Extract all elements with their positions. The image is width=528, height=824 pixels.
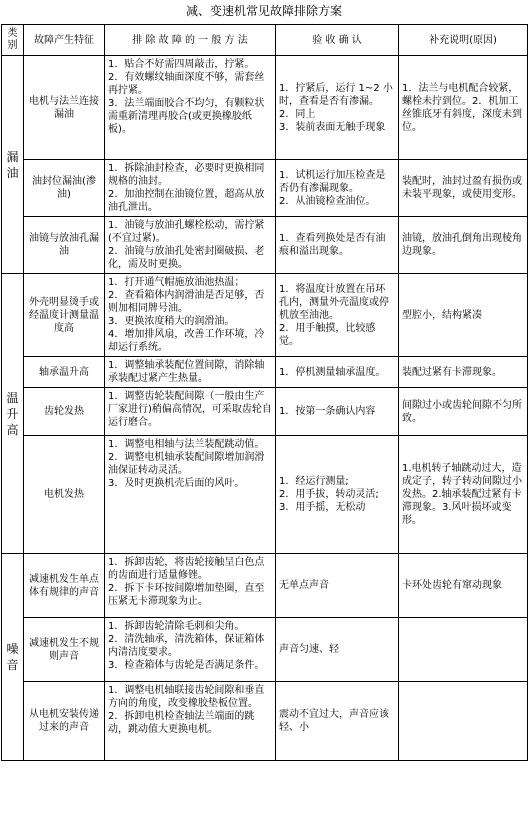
header-method: 排 除 故 障 的 一 般 方 法 [105,25,276,56]
header-feature: 故障产生特征 [24,25,105,56]
header-category: 类别 [2,25,24,56]
method-item: 1．油镜与放油孔螺栓松动，需拧紧(不宜过紧)。 [108,220,265,244]
verify-cell [276,160,399,217]
verify-list [279,708,395,734]
method-item: 1．调整轴承装配位置间隙，消除轴承装配过紧产生热量。 [108,360,265,384]
method-cell [105,217,276,274]
verify-item: 1．试机运行加压检查是否仍有渗漏现象。 [279,169,386,194]
note-cell: 1.电机转子轴跳动过大，造成定子，转子转动间隙过小发热。2.轴承装配过紧有卡滞现象。3.风叶损坏或变形。 [399,436,528,554]
method-list [108,58,272,136]
category-char: 音 [6,658,19,672]
verify-item: 声音匀速、轻 [279,644,339,655]
table-row [2,618,528,682]
table-row [2,436,528,554]
verify-cell [276,618,399,682]
method-item: 2．有效螺纹轴面深度不够，需套丝再拧紧。 [108,72,265,96]
table-row [2,217,528,274]
method-cell [105,682,276,761]
category-char: 温 [6,390,19,405]
method-item: 2．查看箱体内润滑油是否足够，否则加相同牌号油。 [108,290,265,314]
verify-item: 震动不宜过大，声音应该轻、小 [279,709,389,733]
verify-list [279,579,395,592]
verify-item: 2．用手拔，转动灵活; [279,489,379,500]
method-item: 2．加油控制在油镜位置，超高从放油孔泄出。 [108,189,265,213]
method-cell [105,357,276,388]
verify-list [279,283,395,348]
method-cell [105,554,276,618]
verify-list [279,366,395,379]
table-row [2,56,528,160]
note-cell: 油镜，放油孔倒角出现棱角边现象。 [399,217,528,274]
method-item: 2．拆下卡环按间隙增加垫圈，直至压紧无卡滞现象为止。 [108,583,265,607]
verify-item: 无单点声音 [279,580,329,591]
feature-cell: 减速机发生单点体有规律的声音 [24,554,105,618]
method-cell [105,618,276,682]
method-item: 3．法兰端面胶合不均匀，有颗粒状需重新清理再胶合(或更换橡胶纸板)。 [108,98,265,135]
feature-cell: 电机发热 [24,436,105,554]
table-body [2,56,528,761]
fault-table [1,24,528,761]
verify-cell [276,554,399,618]
note-cell: 1．法兰与电机配合较紧，螺栓未拧到位。2．机加工丝锥底牙有斜度，深度未到位。 [399,56,528,160]
method-list [108,359,272,385]
verify-cell [276,217,399,274]
verify-cell [276,436,399,554]
note-cell: 型腔小，结构紧凑 [399,274,528,357]
category-char: 升 [6,406,19,421]
table-row [2,554,528,618]
verify-list [279,169,395,208]
table-row [2,682,528,761]
verify-cell [276,388,399,436]
method-cell [105,160,276,217]
method-list [108,620,272,672]
method-list [108,556,272,608]
verify-item: 1．将温度计放置在吊环孔内，测量外壳温度或停机放至油池。 [279,283,389,321]
verify-list [279,405,395,418]
verify-item: 2．用手触摸，比较感觉。 [279,322,376,347]
feature-cell: 油封位漏油(渗油) [24,160,105,217]
verify-item: 1．按第一条确认内容 [279,406,376,417]
method-item: 1．拆卸齿轮，将齿轮接触呈白色点的齿面进行适量修锉。 [108,557,265,581]
method-item: 3．更换浓度稍大的润滑油。 [108,316,235,327]
table-row [2,274,528,357]
method-item: 2．清洗轴承，清洗箱体，保证箱体内清洁度要求。 [108,634,265,658]
note-cell: 间隙过小或齿轮间隙不匀所致。 [399,388,528,436]
verify-item: 3．用手摇，无松动 [279,502,366,513]
feature-cell: 电机与法兰连接漏油 [24,56,105,160]
feature-cell: 从电机安装传递过来的声音 [24,682,105,761]
category-cell [2,56,24,274]
header-verify: 验 收 确 认 [276,25,399,56]
category-char: 噪 [6,642,19,656]
method-cell [105,388,276,436]
verify-item: 2．从油镜检查油位。 [279,195,376,207]
method-cell [105,56,276,160]
note-cell: 装配过紧有卡滞现象。 [399,357,528,388]
table-row [2,160,528,217]
method-item: 2．拆卸电机检查轴法兰端面的跳动，跳动值大更换电机。 [108,711,255,735]
verify-item: 1．拧紧后，运行 1~2 小时，查看是否有渗漏。 [279,82,393,107]
method-list [108,276,272,354]
method-list [108,684,272,736]
method-item: 1．贴合不好需四周敲击，拧紧。 [108,59,255,70]
header-row [2,25,528,56]
category-cell [2,554,24,761]
method-item: 4．增加排风扇，改善工作环境，冷却运行系统。 [108,329,265,353]
table-row [2,388,528,436]
verify-list [279,475,395,514]
verify-list [279,82,395,134]
category-char: 漏 [6,149,19,164]
feature-cell: 减速机发生不规则声音 [24,618,105,682]
method-item: 3．检查箱体与齿轮是否满足条件。 [108,660,265,671]
method-item: 1．拆除油封检查，必要时更换相同规格的油封。 [108,163,265,187]
verify-item: 1．停机测量轴承温度。 [279,366,386,378]
page-title: 减、变速机常见故障排除方案 [185,4,342,18]
note-cell [399,618,528,682]
verify-list [279,643,395,656]
table-row [2,357,528,388]
feature-cell: 油镜与放油孔漏油 [24,217,105,274]
method-item: 1．调整电相轴与法兰装配跳动值。 [108,439,265,450]
method-cell [105,274,276,357]
category-cell [2,274,24,554]
verify-cell [276,274,399,357]
verify-item: 1．经运行测量; [279,476,349,487]
verify-item: 3．装前表面无触手现象 [279,121,386,133]
method-list [108,162,272,214]
header-note: 补充说明(原因) [399,25,528,56]
method-item: 2．调整电机轴承装配间隙增加润滑油保证转动灵活。 [108,452,265,476]
note-cell [399,682,528,761]
method-item: 1．调整齿轮装配间隙（一般由生产厂家进行)稍偏高情况，可采取齿轮自运行磨合。 [108,391,272,428]
verify-list [279,232,395,258]
verify-cell [276,682,399,761]
verify-cell [276,357,399,388]
verify-cell [276,56,399,160]
method-list [108,219,272,271]
category-char: 油 [6,165,19,180]
method-list [108,390,272,429]
feature-cell: 齿轮发热 [24,388,105,436]
category-char: 高 [6,422,19,437]
verify-item: 1．查看列换处是否有油痕和溢出现象。 [279,233,386,257]
method-item: 1．拆卸齿轮清除毛刺和尖角。 [108,621,245,632]
feature-cell: 外壳明显烫手或经温度计测量温度高 [24,274,105,357]
method-item: 1．调整电机轴联接齿轮间隙和垂直方向的角度，改变橡胶垫板位置。 [108,685,265,709]
method-item: 1．打开通气帽施放油池热温； [108,277,245,288]
method-cell [105,436,276,554]
note-cell: 装配时，油封过盈有损伤或未装平现象，或使用变形。 [399,160,528,217]
feature-cell: 轴承温升高 [24,357,105,388]
method-item: 2．油镜与放油孔处密封圈破损、老化，需及时更换。 [108,246,265,270]
method-list [108,438,272,490]
note-cell: 卡环处齿轮有窜动现象 [399,554,528,618]
verify-item: 2．同上 [279,108,316,120]
method-item: 3．及时更换机壳后面的风叶。 [108,478,245,489]
